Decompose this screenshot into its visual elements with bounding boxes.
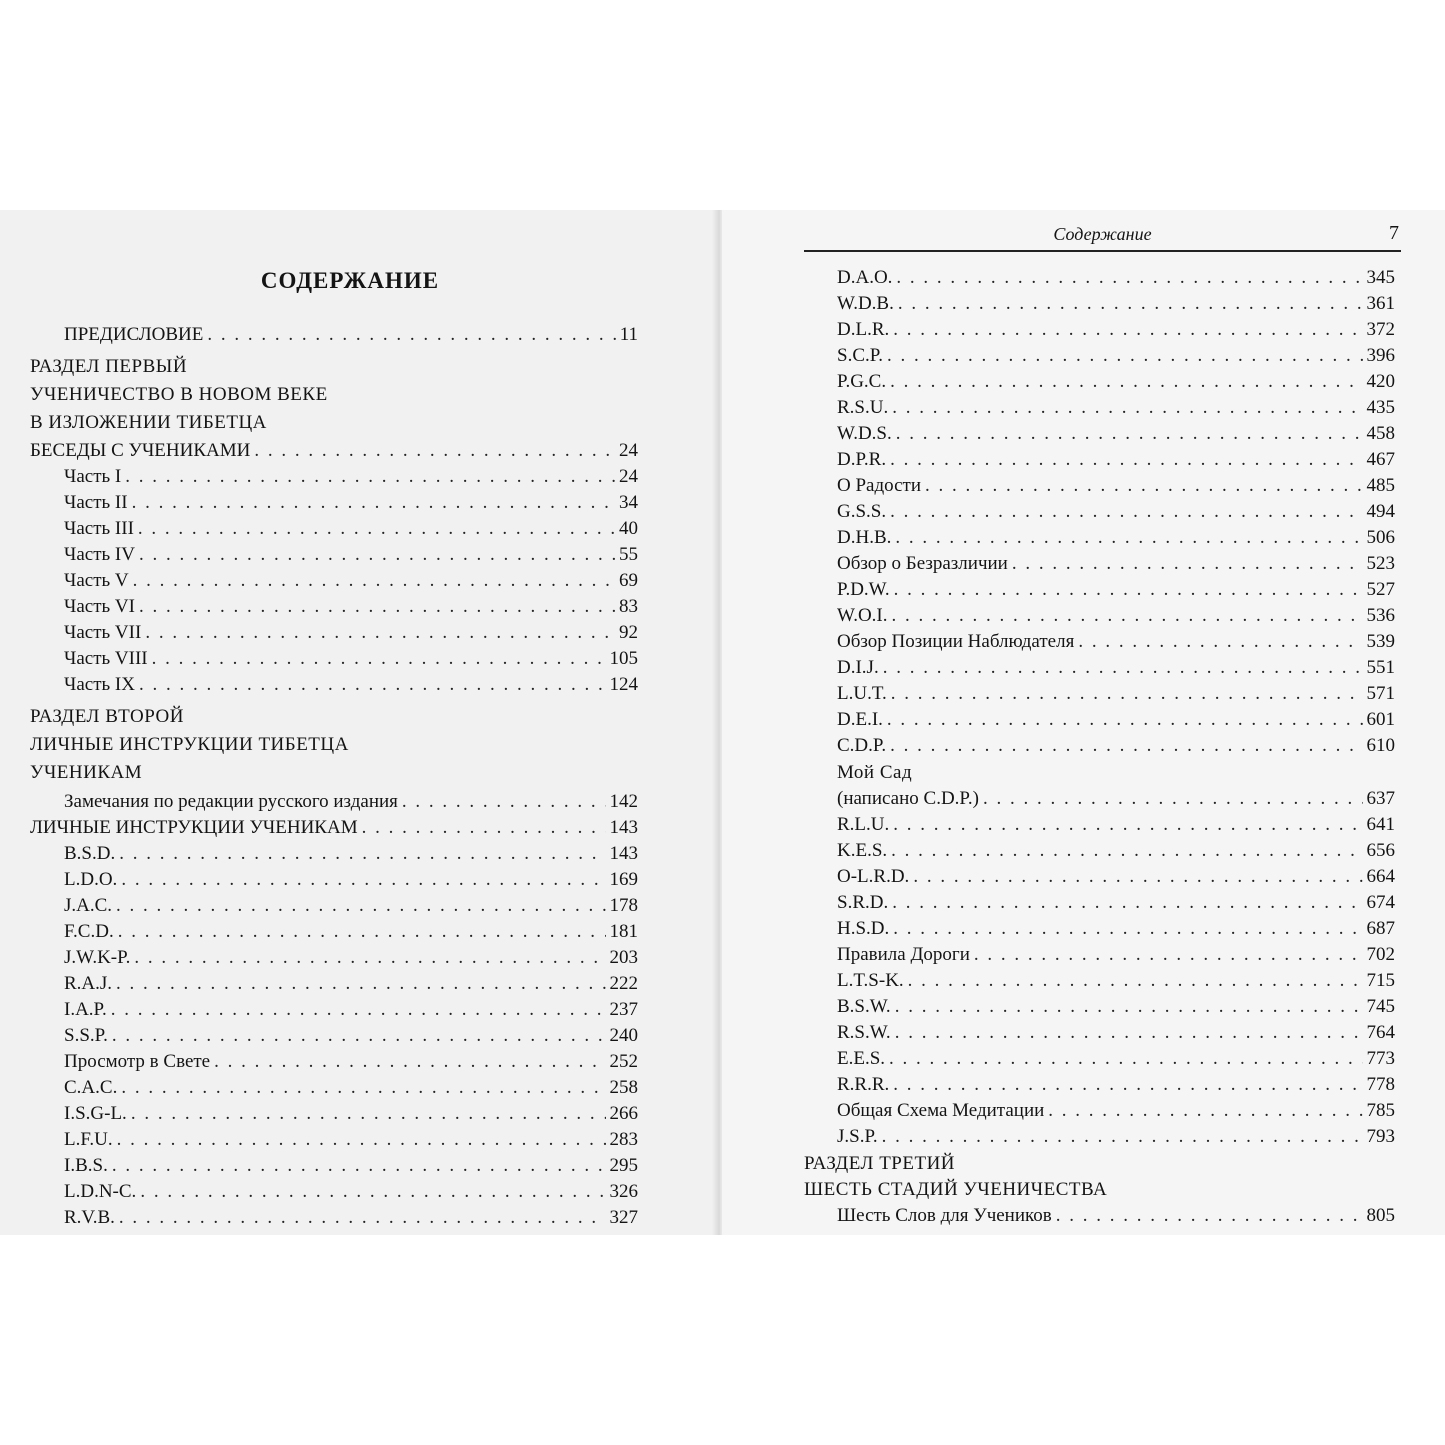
entry-page: 283 bbox=[609, 1129, 638, 1150]
entry-page: 143 bbox=[609, 843, 638, 864]
entry-label: R.R.R. bbox=[837, 1074, 890, 1095]
section-heading: ЛИЧНЫЕ ИНСТРУКЦИИ ТИБЕТЦА bbox=[30, 734, 349, 755]
toc-entry bbox=[837, 708, 1395, 732]
toc-entry bbox=[837, 396, 1395, 420]
entry-label: Шесть Слов для Учеников bbox=[837, 1205, 1052, 1226]
entry-label: D.E.I. bbox=[837, 709, 883, 730]
entry-page: 610 bbox=[1366, 735, 1395, 756]
toc-entry bbox=[837, 787, 1395, 811]
book-spread bbox=[0, 210, 1445, 1235]
entry-page: 536 bbox=[1366, 605, 1395, 626]
toc-entry bbox=[64, 790, 638, 814]
toc-entry bbox=[64, 621, 638, 645]
entry-page: 687 bbox=[1366, 918, 1395, 939]
entry-label: Часть VIII bbox=[64, 648, 148, 669]
entry-page: 345 bbox=[1366, 267, 1395, 288]
entry-label: S.S.P. bbox=[64, 1025, 108, 1046]
entry-page: 674 bbox=[1366, 892, 1395, 913]
entry-page: 664 bbox=[1366, 866, 1395, 887]
entry-label: W.D.S. bbox=[837, 423, 892, 444]
entry-label: O-L.R.D. bbox=[837, 866, 910, 887]
entry-page: 656 bbox=[1366, 840, 1395, 861]
section-heading: РАЗДЕЛ ВТОРОЙ bbox=[30, 706, 184, 727]
toc-entry bbox=[64, 972, 638, 996]
toc-entry bbox=[837, 1204, 1395, 1228]
toc-entry bbox=[837, 266, 1395, 290]
toc-entry bbox=[837, 1047, 1395, 1071]
toc-entry bbox=[837, 995, 1395, 1019]
entry-label: B.S.D. bbox=[64, 843, 116, 864]
entry-label: Часть I bbox=[64, 466, 122, 487]
entry-page: 539 bbox=[1366, 631, 1395, 652]
toc-entry bbox=[64, 920, 638, 944]
entry-label: (написано C.D.P.) bbox=[837, 788, 979, 809]
entry-page: 237 bbox=[609, 999, 638, 1020]
entry-page: 55 bbox=[619, 544, 638, 565]
entry-label: S.C.P. bbox=[837, 345, 883, 366]
entry-label: W.D.B. bbox=[837, 293, 894, 314]
entry-page: 458 bbox=[1366, 423, 1395, 444]
toc-entry bbox=[837, 448, 1395, 472]
toc-entry bbox=[64, 569, 638, 593]
toc-entry bbox=[64, 1102, 638, 1126]
toc-entry bbox=[837, 318, 1395, 342]
entry-label: F.C.D. bbox=[64, 921, 114, 942]
entry-page: 11 bbox=[619, 324, 638, 345]
page-title: СОДЕРЖАНИЕ bbox=[260, 268, 440, 293]
section-heading: ШЕСТЬ СТАДИЙ УЧЕНИЧЕСТВА bbox=[804, 1179, 1108, 1200]
toc-entry bbox=[64, 1206, 638, 1230]
entry-label: S.R.D. bbox=[837, 892, 889, 913]
page-number: 7 bbox=[1389, 222, 1399, 244]
toc-entry bbox=[64, 1128, 638, 1152]
entry-page: 34 bbox=[619, 492, 638, 513]
entry-page: 773 bbox=[1366, 1048, 1395, 1069]
entry-page: 764 bbox=[1366, 1022, 1395, 1043]
entry-label: Обзор о Безразличии bbox=[837, 553, 1008, 574]
entry-page: 551 bbox=[1366, 657, 1395, 678]
entry-label: P.D.W. bbox=[837, 579, 890, 600]
toc-entry bbox=[30, 439, 638, 463]
entry-page: 435 bbox=[1366, 397, 1395, 418]
toc-entry bbox=[837, 734, 1395, 758]
entry-label: D.I.J. bbox=[837, 657, 879, 678]
entry-page: 327 bbox=[609, 1207, 638, 1228]
entry-page: 715 bbox=[1366, 970, 1395, 991]
entry-label: Часть IV bbox=[64, 544, 135, 565]
toc-entry bbox=[64, 1154, 638, 1178]
entry-page: 506 bbox=[1366, 527, 1395, 548]
entry-label: B.S.W. bbox=[837, 996, 891, 1017]
toc-entry bbox=[64, 1024, 638, 1048]
entry-page: 142 bbox=[609, 791, 638, 812]
left-page bbox=[0, 210, 718, 1235]
toc-entry bbox=[837, 1099, 1395, 1123]
entry-label: Часть II bbox=[64, 492, 128, 513]
toc-entry bbox=[64, 491, 638, 515]
toc-entry bbox=[837, 604, 1395, 628]
entry-page: 467 bbox=[1366, 449, 1395, 470]
toc-entry bbox=[64, 647, 638, 671]
entry-label: ЛИЧНЫЕ ИНСТРУКЦИИ УЧЕНИКАМ bbox=[30, 817, 358, 838]
entry-label: О Радости bbox=[837, 475, 922, 496]
entry-page: 571 bbox=[1366, 683, 1395, 704]
entry-page: 702 bbox=[1366, 944, 1395, 965]
toc-entry bbox=[64, 894, 638, 918]
entry-page: 326 bbox=[609, 1181, 638, 1202]
toc-entry bbox=[837, 969, 1395, 993]
entry-page: 124 bbox=[609, 674, 638, 695]
toc-entry bbox=[64, 998, 638, 1022]
toc-entry bbox=[837, 292, 1395, 316]
entry-label: Общая Схема Медитации bbox=[837, 1100, 1045, 1121]
entry-page: 527 bbox=[1366, 579, 1395, 600]
entry-page: 169 bbox=[609, 869, 638, 890]
toc-entry bbox=[64, 323, 638, 347]
entry-label: Часть VII bbox=[64, 622, 142, 643]
section-heading: РАЗДЕЛ ПЕРВЫЙ bbox=[30, 356, 188, 377]
entry-page: 266 bbox=[609, 1103, 638, 1124]
entry-label: L.U.T. bbox=[837, 683, 887, 704]
entry-page: 252 bbox=[609, 1051, 638, 1072]
toc-entry bbox=[64, 543, 638, 567]
entry-page: 258 bbox=[609, 1077, 638, 1098]
entry-page: 745 bbox=[1366, 996, 1395, 1017]
entry-page: 92 bbox=[619, 622, 638, 643]
entry-page: 805 bbox=[1366, 1205, 1395, 1226]
entry-label: Просмотр в Свете bbox=[64, 1051, 211, 1072]
entry-page: 222 bbox=[609, 973, 638, 994]
running-header bbox=[804, 222, 1401, 252]
entry-page: 793 bbox=[1366, 1126, 1395, 1147]
entry-page: 420 bbox=[1366, 371, 1395, 392]
toc-entry bbox=[837, 1021, 1395, 1045]
toc-entry bbox=[64, 868, 638, 892]
entry-label: Часть VI bbox=[64, 596, 135, 617]
toc-entry bbox=[64, 673, 638, 697]
entry-page: 494 bbox=[1366, 501, 1395, 522]
toc-entry bbox=[837, 500, 1395, 524]
toc-entry bbox=[837, 813, 1395, 837]
entry-label: K.E.S. bbox=[837, 840, 888, 861]
entry-label: H.S.D. bbox=[837, 918, 890, 939]
entry-label: I.A.P. bbox=[64, 999, 107, 1020]
entry-label: R.L.U. bbox=[837, 814, 890, 835]
entry-label: C.D.P. bbox=[837, 735, 887, 756]
entry-label: Часть V bbox=[64, 570, 129, 591]
entry-label: Часть III bbox=[64, 518, 134, 539]
section-heading: В ИЗЛОЖЕНИИ ТИБЕТЦА bbox=[30, 412, 267, 433]
entry-label: G.S.S. bbox=[837, 501, 887, 522]
entry-page: 785 bbox=[1366, 1100, 1395, 1121]
toc-entry bbox=[837, 1125, 1395, 1149]
toc-entry bbox=[64, 1076, 638, 1100]
toc-entry bbox=[837, 891, 1395, 915]
entry-page: 143 bbox=[609, 817, 638, 838]
entry-label: J.S.P. bbox=[837, 1126, 878, 1147]
entry-label: J.W.K-P. bbox=[64, 947, 131, 968]
entry-label: D.L.R. bbox=[837, 319, 890, 340]
entry-label: R.S.W. bbox=[837, 1022, 891, 1043]
entry-page: 181 bbox=[609, 921, 638, 942]
entry-label: R.S.U. bbox=[837, 397, 889, 418]
entry-label: I.S.G-L. bbox=[64, 1103, 127, 1124]
entry-label: R.V.B. bbox=[64, 1207, 115, 1228]
entry-page: 601 bbox=[1366, 709, 1395, 730]
toc-entry bbox=[30, 816, 638, 840]
toc-entry bbox=[837, 474, 1395, 498]
entry-label: БЕСЕДЫ С УЧЕНИКАМИ bbox=[30, 440, 251, 461]
toc-entry bbox=[837, 682, 1395, 706]
toc-entry bbox=[64, 1050, 638, 1074]
toc-entry bbox=[837, 370, 1395, 394]
toc-entry bbox=[837, 552, 1395, 576]
entry-page: 40 bbox=[619, 518, 638, 539]
entry-page: 637 bbox=[1366, 788, 1395, 809]
entry-label: R.A.J. bbox=[64, 973, 113, 994]
toc-entry bbox=[64, 842, 638, 866]
entry-label: E.E.S. bbox=[837, 1048, 886, 1069]
entry-label: L.D.N-C. bbox=[64, 1181, 137, 1202]
toc-entry bbox=[64, 465, 638, 489]
entry-page: 69 bbox=[619, 570, 638, 591]
entry-label: D.P.R. bbox=[837, 449, 887, 470]
section-heading: УЧЕНИКАМ bbox=[30, 762, 143, 783]
entry-page: 240 bbox=[609, 1025, 638, 1046]
entry-label: ПРЕДИСЛОВИЕ bbox=[64, 324, 204, 345]
section-heading: УЧЕНИЧЕСТВО В НОВОМ ВЕКЕ bbox=[30, 384, 328, 405]
toc-entry bbox=[837, 917, 1395, 941]
toc-entry bbox=[837, 526, 1395, 550]
entry-page: 396 bbox=[1366, 345, 1395, 366]
toc-entry bbox=[837, 1073, 1395, 1097]
entry-page: 361 bbox=[1366, 293, 1395, 314]
toc-entry bbox=[837, 656, 1395, 680]
entry-label: Обзор Позиции Наблюдателя bbox=[837, 631, 1075, 652]
entry-page: 372 bbox=[1366, 319, 1395, 340]
entry-label: W.O.I. bbox=[837, 605, 888, 626]
toc-entry bbox=[837, 943, 1395, 967]
entry-page: 485 bbox=[1366, 475, 1395, 496]
toc-entry bbox=[64, 946, 638, 970]
entry-label: Замечания по редакции русского издания bbox=[64, 791, 398, 812]
entry-label: L.D.O. bbox=[64, 869, 118, 890]
entry-label: I.B.S. bbox=[64, 1155, 108, 1176]
entry-page: 778 bbox=[1366, 1074, 1395, 1095]
entry-page: 24 bbox=[619, 440, 638, 461]
entry-label: P.G.C. bbox=[837, 371, 887, 392]
toc-entry bbox=[64, 595, 638, 619]
entry-label: L.T.S-K. bbox=[837, 970, 904, 991]
entry-label: J.A.C. bbox=[64, 895, 113, 916]
toc-entry bbox=[837, 578, 1395, 602]
toc-entry bbox=[64, 517, 638, 541]
entry-page: 83 bbox=[619, 596, 638, 617]
toc-entry bbox=[837, 839, 1395, 863]
toc-entry bbox=[837, 422, 1395, 446]
entry-page: 105 bbox=[609, 648, 638, 669]
section-heading: РАЗДЕЛ ТРЕТИЙ bbox=[804, 1153, 956, 1174]
entry-page: 24 bbox=[619, 466, 638, 487]
entry-page: 295 bbox=[609, 1155, 638, 1176]
entry-label: L.F.U. bbox=[64, 1129, 113, 1150]
entry-label: Часть IX bbox=[64, 674, 135, 695]
entry-title-line: Мой Сад bbox=[837, 762, 913, 783]
entry-label: Правила Дороги bbox=[837, 944, 970, 965]
entry-page: 203 bbox=[609, 947, 638, 968]
toc-entry bbox=[64, 1180, 638, 1204]
toc-entry bbox=[837, 630, 1395, 654]
entry-page: 178 bbox=[609, 895, 638, 916]
entry-page: 641 bbox=[1366, 814, 1395, 835]
entry-label: D.A.O. bbox=[837, 267, 893, 288]
toc-entry bbox=[837, 865, 1395, 889]
toc-entry bbox=[837, 344, 1395, 368]
entry-label: C.A.C. bbox=[64, 1077, 118, 1098]
entry-label: D.H.B. bbox=[837, 527, 892, 548]
running-title: Содержание bbox=[1053, 224, 1152, 244]
right-page bbox=[722, 210, 1445, 1235]
entry-page: 523 bbox=[1366, 553, 1395, 574]
